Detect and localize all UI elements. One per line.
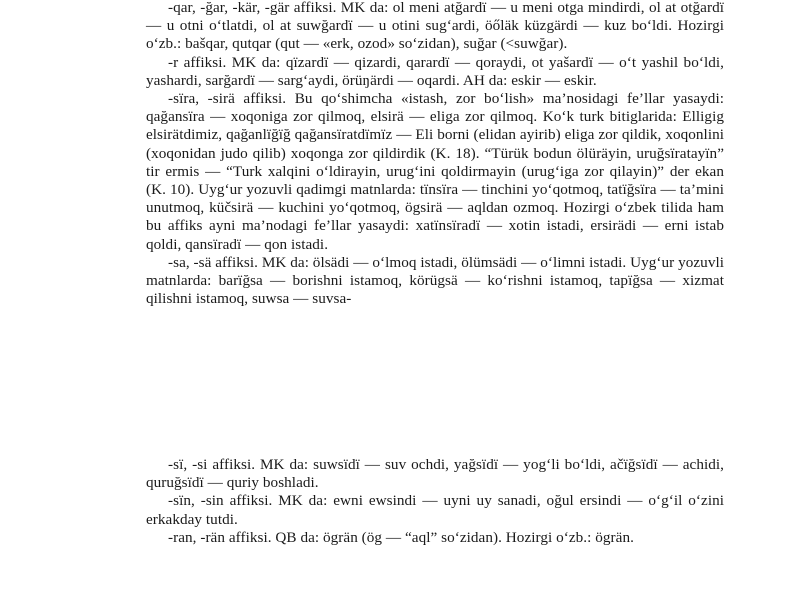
text-block-bottom xyxy=(146,456,724,547)
paragraph-r-affix: -r affiksi. MK da: qïzardï — qizardi, qarardï — qoraydi, ot yašardï — o‘t yashil bo‘ldi, yashardi, sarğardï — sarg‘aydi, örüŋärdi — oqardi. AH da: eskir — eskir. xyxy=(146,53,724,89)
page-bottom-fade xyxy=(0,582,800,600)
paragraph-sa-affix: -sa, -sä affiksi. MK da: ölsädi — o‘lmoq istadi, ölümsädi — o‘limni istadi. Uyg‘ur yozuvli matnlarda: barïğsa — borishni istamoq, körügsä — ko‘rishni istamoq, tapïğsa — xizmat qilishni istamoq, suwsa — suvsa- xyxy=(146,253,724,308)
paragraph-qar-affix: -qar, -ğar, -kär, -gär affiksi. MK da: ol meni atğardï — u meni otga mindirdi, ol at otğardï — u otni o‘tlatdi, ol at suwğardï — u otini sug‘ardi, öőläk küzgärdi — kuz bo‘ldi. Hozirgi o‘zb.: bašqar, qutqar (qut — «erk, ozod» so‘zidan), suğar (<suwğar). xyxy=(146,0,724,53)
paragraph-si-affix: -sï, -si affiksi. MK da: suwsïdï — suv ochdi, yağsïdï — yog‘li bo‘ldi, ačïğsïdï — achidi, quruğsïdï — quriy boshladi. xyxy=(146,456,724,492)
paragraph-sin-affix: -sïn, -sin affiksi. MK da: ewni ewsindi — uyni uy sanadi, oğul ersindi — o‘g‘il o‘zini erkakday tutdi. xyxy=(146,492,724,528)
text-block-top xyxy=(146,0,724,308)
paragraph-ran-affix: -ran, -rän affiksi. QB da: ögrän (ög — “aql” so‘zidan). Hozirgi o‘zb.: ögrän. xyxy=(168,528,634,546)
paragraph-sira-affix: -sïra, -sirä affiksi. Bu qo‘shimcha «istash, zor bo‘lish» ma’nosidagi fe’llar yasaydi: qağansïra — xoqoniga zor qilmoq, elsirä — eliga zor qilmoq. Ko‘k turk bitiglarida: Elligig elsirätdimiz, qağanlïğïğ qağansïratdïmïz — Eli borni (elidan ayirib) eliga zor qildik, xoqonlini (xoqonidan judo qilib) xoqonga zor qildirdik (K. 18). “Türük bodun ölüräyin, uruğsïratayïn” tir ermis — “Turk xalqini o‘ldirayin, urug‘ini qoldirmayin (urug‘iga zor qilayin)” der ekan (K. 10). Uyg‘ur yozuvli qadimgi matnlarda: tïnsïra — tinchini yo‘qotmoq, tatïğsïra — ta’mini unutmoq, küčsirä — kuchini yo‘qotmoq, ögsirä — aqldan ozmoq. Hozirgi o‘zbek tilida ham bu affiks ayni ma’nodagi fe’llar yasaydi: xatïnsïradï — xotin istadi, ersirädi — erni istab qoldi, qansïradï — qon istadi. xyxy=(146,90,724,253)
